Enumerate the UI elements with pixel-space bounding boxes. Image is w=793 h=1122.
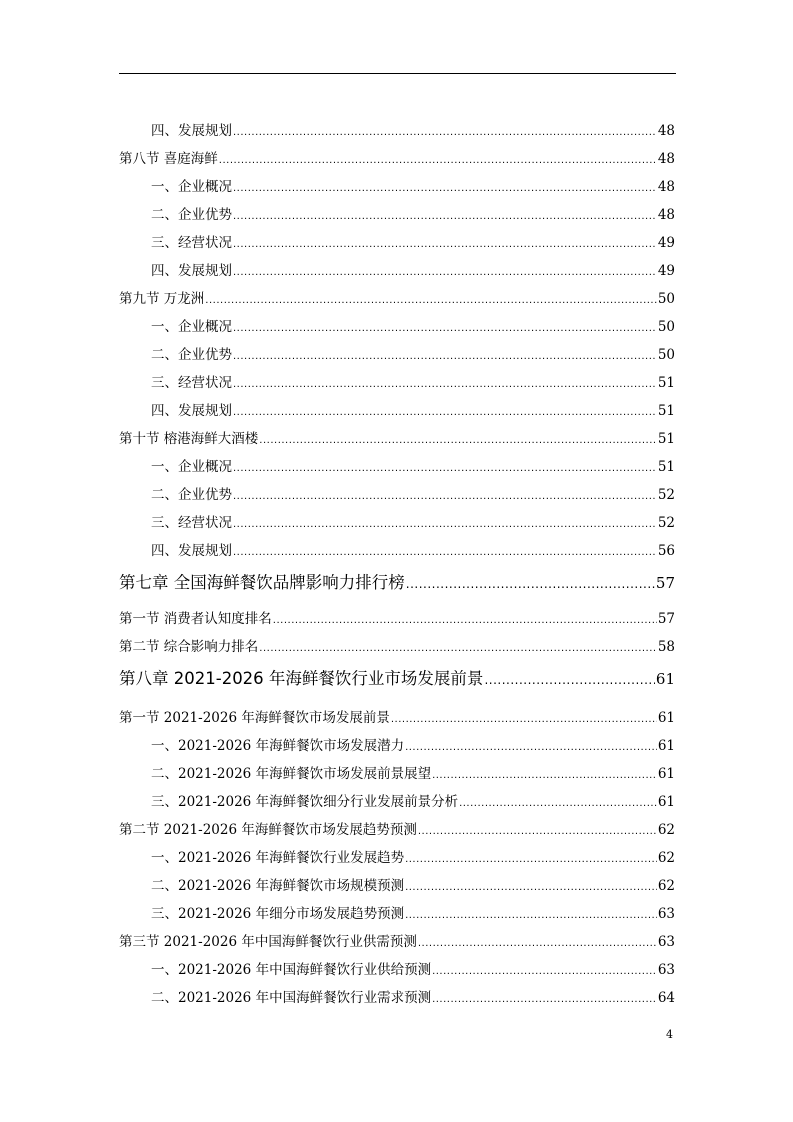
dot-leader [459, 795, 657, 813]
toc-entry-label: 三、经营状况 [151, 375, 232, 391]
dot-leader [233, 180, 657, 198]
toc-entry-label: 四、发展规划 [151, 403, 232, 419]
dot-leader [233, 516, 657, 534]
toc-entry-label: 四、发展规划 [151, 543, 232, 559]
toc-entry-page: 49 [657, 263, 675, 279]
toc-entry-page: 56 [657, 543, 675, 559]
dot-leader [405, 907, 657, 925]
dot-leader [233, 208, 657, 226]
toc-subsection-entry[interactable] [151, 234, 675, 254]
toc-entry-label: 第二节 2021-2026 年海鲜餐饮市场发展趋势预测 [119, 822, 417, 838]
toc-entry-page: 61 [657, 738, 675, 754]
toc-entry-label: 一、企业概况 [151, 179, 232, 195]
toc-entry-label: 第一节 消费者认知度排名 [119, 611, 272, 627]
toc-entry-label: 二、企业优势 [151, 487, 232, 503]
toc-entry-label: 一、企业概况 [151, 459, 232, 475]
dot-leader [205, 292, 657, 310]
toc-subsection-entry[interactable] [151, 765, 675, 785]
toc-entry-label: 三、经营状况 [151, 515, 232, 531]
toc-entry-page: 62 [657, 822, 675, 838]
toc-entry-label: 一、2021-2026 年海鲜餐饮行业发展趋势 [151, 850, 405, 866]
toc-entry-label: 二、企业优势 [151, 347, 232, 363]
toc-entry-page: 58 [657, 639, 675, 655]
toc-entry-page: 64 [657, 990, 675, 1006]
toc-subsection-entry[interactable] [151, 542, 675, 562]
dot-leader [233, 544, 657, 562]
toc-subsection-entry[interactable] [151, 737, 675, 757]
dot-leader [233, 320, 657, 338]
toc-entry-label: 第三节 2021-2026 年中国海鲜餐饮行业供需预测 [119, 934, 417, 950]
dot-leader [233, 404, 657, 422]
toc-entry-page: 61 [657, 794, 675, 810]
toc-subsection-entry[interactable] [151, 206, 675, 226]
dot-leader [233, 264, 657, 282]
dot-leader [233, 348, 657, 366]
toc-subsection-entry[interactable] [151, 122, 675, 142]
dot-leader [391, 711, 657, 729]
dot-leader [233, 124, 657, 142]
page-number: 4 [666, 1028, 673, 1041]
toc-entry-page: 51 [657, 375, 675, 391]
toc-subsection-entry[interactable] [151, 793, 675, 813]
toc-entry-label: 第七章 全国海鲜餐饮品牌影响力排行榜 [119, 573, 405, 592]
toc-entry-page: 63 [657, 934, 675, 950]
toc-entry-page: 50 [657, 291, 675, 307]
dot-leader [405, 739, 657, 757]
toc-section-entry[interactable] [119, 430, 675, 450]
toc-entry-page: 48 [657, 207, 675, 223]
toc-subsection-entry[interactable] [151, 961, 675, 981]
toc-subsection-entry[interactable] [151, 849, 675, 869]
toc-entry-page: 62 [657, 850, 675, 866]
toc-subsection-entry[interactable] [151, 458, 675, 478]
toc-subsection-entry[interactable] [151, 318, 675, 338]
toc-entry-page: 61 [655, 670, 675, 688]
toc-entry-label: 三、2021-2026 年海鲜餐饮细分行业发展前景分析 [151, 794, 459, 810]
toc-entry-page: 57 [657, 611, 675, 627]
toc-entry-page: 61 [657, 766, 675, 782]
toc-entry-label: 二、2021-2026 年海鲜餐饮市场发展前景展望 [151, 766, 432, 782]
toc-subsection-entry[interactable] [151, 346, 675, 366]
toc-subsection-entry[interactable] [151, 374, 675, 394]
toc-entry-page: 50 [657, 347, 675, 363]
toc-section-entry[interactable] [119, 709, 675, 729]
dot-leader [432, 963, 657, 981]
toc-section-entry[interactable] [119, 821, 675, 841]
toc-subsection-entry[interactable] [151, 486, 675, 506]
toc-entry-page: 52 [657, 515, 675, 531]
toc-entry-label: 四、发展规划 [151, 123, 232, 139]
toc-entry-label: 三、经营状况 [151, 235, 232, 251]
toc-entry-label: 第八节 喜庭海鲜 [119, 151, 218, 167]
toc-entry-label: 二、2021-2026 年海鲜餐饮市场规模预测 [151, 878, 405, 894]
toc-entry-label: 第二节 综合影响力排名 [119, 639, 259, 655]
dot-leader [259, 432, 657, 450]
dot-leader [219, 152, 657, 170]
toc-entry-page: 51 [657, 403, 675, 419]
toc-section-entry[interactable] [119, 290, 675, 310]
dot-leader [406, 573, 655, 595]
toc-entry-page: 61 [657, 710, 675, 726]
toc-subsection-entry[interactable] [151, 402, 675, 422]
dot-leader [418, 823, 657, 841]
toc-entry-label: 三、2021-2026 年细分市场发展趋势预测 [151, 906, 405, 922]
toc-entry-page: 49 [657, 235, 675, 251]
toc-section-entry[interactable] [119, 638, 675, 658]
toc-subsection-entry[interactable] [151, 877, 675, 897]
toc-entry-label: 二、企业优势 [151, 207, 232, 223]
toc-entry-label: 四、发展规划 [151, 263, 232, 279]
toc-entry-label: 一、企业概况 [151, 319, 232, 335]
toc-entry-label: 第九节 万龙洲 [119, 291, 205, 307]
toc-subsection-entry[interactable] [151, 989, 675, 1009]
toc-entry-label: 二、2021-2026 年中国海鲜餐饮行业需求预测 [151, 990, 432, 1006]
dot-leader [405, 879, 657, 897]
dot-leader [418, 935, 657, 953]
dot-leader [273, 612, 657, 630]
toc-entry-page: 48 [657, 151, 675, 167]
toc-chapter-entry[interactable] [119, 668, 675, 691]
toc-subsection-entry[interactable] [151, 514, 675, 534]
toc-subsection-entry[interactable] [151, 905, 675, 925]
toc-entry-label: 一、2021-2026 年海鲜餐饮市场发展潜力 [151, 738, 405, 754]
dot-leader [432, 991, 657, 1009]
toc-entry-page: 51 [657, 459, 675, 475]
dot-leader [233, 236, 657, 254]
toc-section-entry[interactable] [119, 933, 675, 953]
toc-entry-page: 48 [657, 123, 675, 139]
toc-subsection-entry[interactable] [151, 262, 675, 282]
toc-entry-page: 62 [657, 878, 675, 894]
dot-leader [405, 851, 657, 869]
toc-entry-page: 48 [657, 179, 675, 195]
toc-entry-page: 63 [657, 906, 675, 922]
toc-entry-label: 第八章 2021-2026 年海鲜餐饮行业市场发展前景 [119, 669, 484, 688]
toc-entry-label: 一、2021-2026 年中国海鲜餐饮行业供给预测 [151, 962, 432, 978]
toc-subsection-entry[interactable] [151, 178, 675, 198]
toc-entry-page: 50 [657, 319, 675, 335]
dot-leader [432, 767, 657, 785]
toc-entry-page: 57 [655, 574, 675, 592]
toc-entry-label: 第一节 2021-2026 年海鲜餐饮市场发展前景 [119, 710, 390, 726]
toc-section-entry[interactable] [119, 610, 675, 630]
toc-entry-page: 63 [657, 962, 675, 978]
dot-leader [259, 640, 657, 658]
dot-leader [233, 460, 657, 478]
header-rule [119, 73, 676, 74]
toc-entry-label: 第十节 榕港海鲜大酒楼 [119, 431, 259, 447]
toc-entry-page: 51 [657, 431, 675, 447]
toc-section-entry[interactable] [119, 150, 675, 170]
dot-leader [233, 488, 657, 506]
dot-leader [484, 669, 654, 691]
dot-leader [233, 376, 657, 394]
toc-chapter-entry[interactable] [119, 572, 675, 595]
toc-entry-page: 52 [657, 487, 675, 503]
